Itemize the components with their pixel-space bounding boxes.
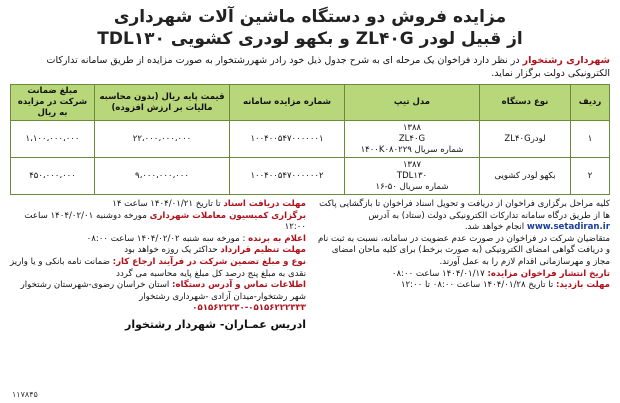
cell-model: [345, 158, 480, 195]
col-header-number: شماره مزایده سامانه: [230, 85, 345, 121]
model-year: ۱۳۸۷: [402, 159, 422, 170]
guarantee-label: نوع و مبلغ تضمین شرکت در فرآیند ارجاع کار:: [112, 256, 306, 267]
org-name: شهرداری رشتخوار: [522, 55, 610, 66]
mayor-signature: ادریس عمـاران- شهردار رشتخوار: [125, 317, 306, 331]
doc-deadline-label: مهلت دریافت اسناد: [223, 199, 306, 209]
cell-guarantee: ۴۵۰،۰۰۰،۰۰۰: [11, 158, 95, 195]
cell-device: بکهو لودر کشویی: [480, 158, 571, 195]
contract-label: مهلت تنظیم قرارداد: [220, 245, 306, 256]
cell-number: ۱۰۰۴۰۰۵۴۷۰۰۰۰۰۰۲: [230, 158, 345, 195]
intro-paragraph: [10, 54, 610, 80]
contact-address: استان خراسان رضوی-شهرستان رشتخوار شهر رشتخوار-میدان آزادی -شهرداری رشتخوار: [20, 280, 306, 302]
body-columns: [10, 199, 610, 331]
model-serial: شماره سریال ۱۴۰۰K۰۸۰۲۲۹: [360, 144, 464, 155]
right-column: [314, 199, 610, 331]
visit-date-label: مهلت بازدید:: [555, 280, 610, 291]
intro-text: در نظر دارد فراخوان یک مرحله ای به شرح جدول ذیل خود رادر شهررشتخوار به صورت مزایده از طریق سامانه تدارکات الکترونیکی دولت برگزار نماید.: [46, 55, 610, 79]
notice-title-line2: از قبیل لودر ZL۴۰G و بکهو لودری کشویی TDL۱۳۰: [97, 29, 523, 49]
model-year: ۱۳۸۸: [402, 122, 422, 133]
publish-date-label: تاریخ انتشار فراخوان مزایده:: [487, 268, 610, 279]
table-row: [11, 121, 610, 158]
winner-line: [10, 234, 306, 246]
publish-date: ۱۴۰۴/۰۱/۱۷ ساعت ۰۸:۰۰: [391, 268, 485, 279]
process-paragraph: [314, 199, 610, 234]
doc-deadline-line: [10, 199, 306, 211]
guarantee-line: [10, 257, 306, 280]
doc-deadline: تا تاریخ ۱۴۰۴/۰۱/۲۱ ساعت ۱۴: [112, 199, 221, 209]
winner-date: : مورخه سه شنبه ۱۴۰۴/۰۲/۰۲ ساعت ۰۸:۰۰: [86, 233, 246, 244]
model-type: TDL۱۳۰: [396, 170, 428, 181]
col-header-guarantee: مبلغ ضمانت شرکت در مزایده به ریال: [11, 85, 95, 121]
cell-model: [345, 121, 480, 158]
notice-code: ۱۱۷۸۴۵: [12, 390, 38, 399]
phone-numbers: ۰۵۱۵۶۲۲۲۳۰-۰۵۱۵۶۲۲۲۳۳۳: [192, 303, 306, 314]
process-text: کلیه مراحل برگزاری فراخوان از دریافت و تحویل اسناد فراخوان تا بازگشایی پاکت ها از طریق درگاه سامانه تدارکات الکترونیکی دولت (ستاد) به آدرس: [319, 199, 610, 221]
cell-price: ۲۲،۰۰۰،۰۰۰،۰۰۰: [95, 121, 230, 158]
col-header-device: نوع دستگاه: [480, 85, 571, 121]
auction-table: [10, 84, 610, 195]
cell-device: لودرZL۴۰G: [480, 121, 571, 158]
left-column: [10, 199, 306, 331]
setad-link[interactable]: www.setadiran.ir: [526, 222, 610, 233]
cell-guarantee: ۱،۱۰۰،۰۰۰،۰۰۰: [11, 121, 95, 158]
cell-price: ۹،۰۰۰،۰۰۰،۰۰۰: [95, 158, 230, 195]
table-row: [11, 158, 610, 195]
winner-label: اعلام به برنده: [248, 233, 306, 244]
table-header-row: [11, 85, 610, 121]
registration-paragraph: متقاضیان شرکت در فراخوان در صورت عدم عضویت در سامانه، نسبت به ثبت نام و دریافت گواهی امضای الکترونیکی (به صورت برخط) برای کلیه ماحان امضای مجاز و مهرسازمانی اقدام لازم را به عمل آورند.: [317, 233, 610, 267]
contract-line: [10, 245, 306, 257]
commission-label: برگزاری کمیسیون معاملات شهرداری: [149, 210, 306, 221]
visit-date-line: [314, 280, 610, 292]
cell-row-num: ۱: [571, 121, 610, 158]
contact-line: [10, 280, 306, 303]
cell-row-num: ۲: [571, 158, 610, 195]
publish-date-line: [314, 269, 610, 281]
model-serial: شماره سریال ۵۰-۱۶: [375, 181, 449, 192]
process-text-end: انجام خواهد شد.: [464, 222, 525, 233]
col-header-model: مدل تیپ: [345, 85, 480, 121]
cell-number: ۱۰۰۴۰۰۵۴۷۰۰۰۰۰۰۱: [230, 121, 345, 158]
notice-title-line1: مزایده فروش دو دستگاه ماشین آلات شهرداری: [113, 7, 507, 27]
contract-deadline: حداکثر یک روزه خواهد بود: [124, 245, 218, 256]
col-header-row-num: ردیف: [571, 85, 610, 121]
guarantee-text: ضمانت نامه بانکی و یا واریز نقدی به مبلغ پنج درصد کل مبلغ پایه محاسبه می گردد: [10, 256, 306, 279]
commission-date: مورخه دوشنبه ۱۴۰۴/۰۲/۰۱ ساعت ۱۲:۰۰: [24, 210, 306, 233]
visit-date: تا تاریخ ۱۴۰۴/۰۱/۲۸ ساعت ۰۸:۰۰ تا ۱۲:۰۰: [400, 280, 554, 291]
commission-line: [10, 211, 306, 234]
model-type: ZL۴۰G: [398, 133, 426, 144]
contact-label: اطلاعات تماس و آدرس دستگاه:: [172, 280, 306, 291]
col-header-price: قیمت پایه ریال (بدون محاسبه مالیات بر ارزش افزوده): [95, 85, 230, 121]
